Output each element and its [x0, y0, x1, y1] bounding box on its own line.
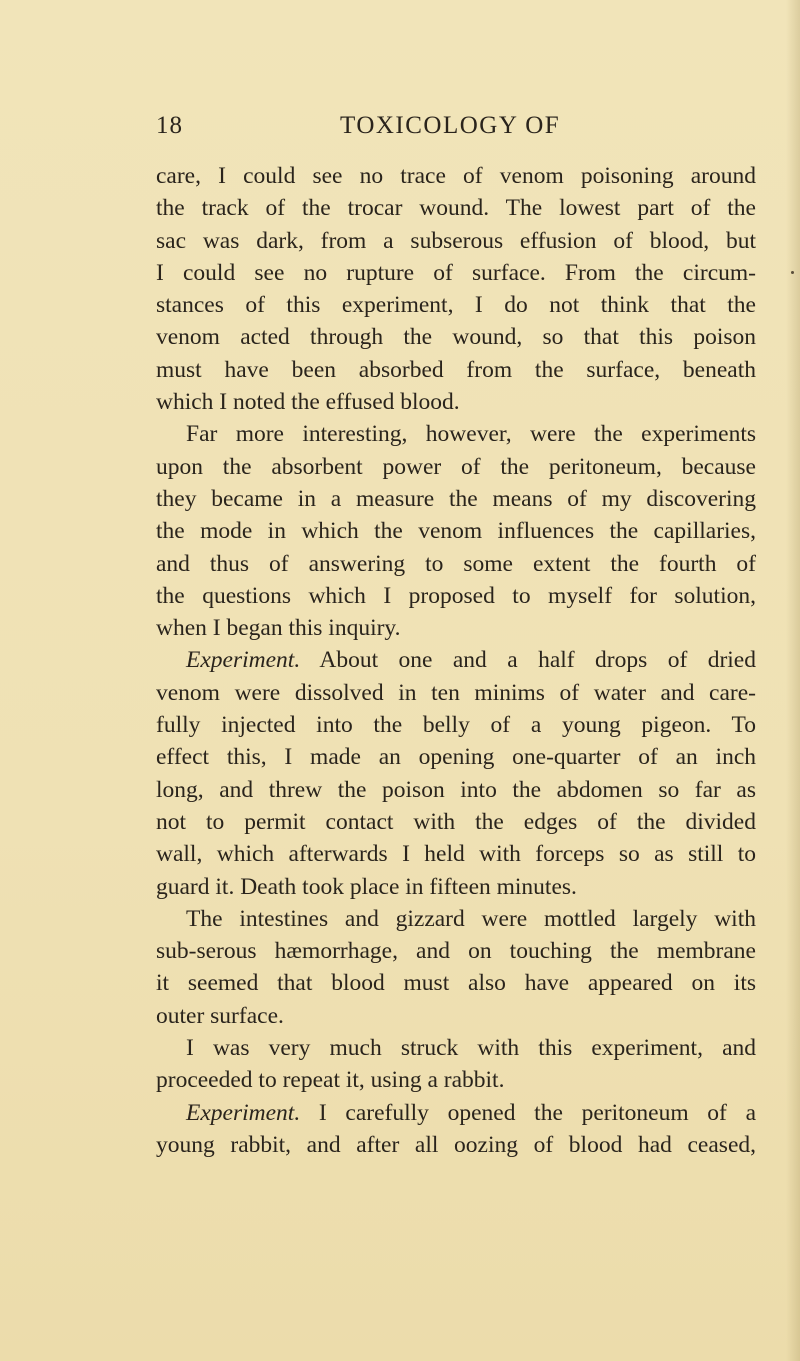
text-line: sub-serous hæmorrhage, and on touching the membrane	[156, 938, 756, 965]
text-line: fully injected into the belly of a young pigeon. To	[156, 712, 756, 739]
text-line: wall, which afterwards I held with forceps so as still to	[156, 841, 756, 868]
text-line: and thus of answering to some extent the fourth of	[156, 550, 756, 577]
text-line: outer surface.	[156, 1002, 284, 1029]
text-line: I was very much struck with this experiment, and	[186, 1035, 756, 1062]
text-line: venom acted through the wound, so that this poison	[156, 324, 756, 351]
text-line: sac was dark, from a subserous effusion of blood, but	[156, 227, 756, 254]
text-line	[156, 644, 756, 676]
text-line: I could see no rupture of surface. From the circum-	[156, 259, 756, 286]
margin-speck	[791, 271, 794, 274]
body-text	[156, 160, 756, 1161]
text-line: care, I could see no trace of venom poisoning around	[156, 163, 756, 189]
text-run: About one and a half drops of dried	[319, 647, 756, 674]
text-line: they became in a measure the means of my discovering	[156, 485, 756, 512]
text-line: the mode in which the venom influences the capillaries,	[156, 518, 756, 545]
text-line	[156, 1097, 756, 1129]
text-line: the track of the trocar wound. The lowest part of the	[156, 195, 756, 222]
text-line: proceeded to repeat it, using a rabbit.	[156, 1067, 505, 1094]
text-line: upon the absorbent power of the peritoneum, because	[156, 453, 756, 480]
text-line: must have been absorbed from the surface, beneath	[156, 356, 756, 383]
running-head	[156, 112, 756, 146]
running-title: TOXICOLOGY OF	[340, 112, 561, 139]
page-edge-shadow	[786, 0, 800, 1361]
text-line: it seemed that blood must also have appeared on its	[156, 970, 756, 997]
text-line: not to permit contact with the edges of the divided	[156, 808, 756, 835]
text-line: Far more interesting, however, were the experiments	[186, 421, 756, 448]
text-line: long, and threw the poison into the abdomen so far as	[156, 776, 756, 803]
page-number: 18	[156, 112, 183, 139]
text-line: The intestines and gizzard were mottled largely with	[186, 905, 756, 932]
text-line: which I noted the effused blood.	[156, 389, 460, 416]
experiment-heading: Experiment.	[186, 1099, 301, 1126]
text-line: stances of this experiment, I do not think that the	[156, 292, 756, 319]
text-line: the questions which I proposed to myself for solution,	[156, 582, 756, 609]
text-line: when I began this inquiry.	[156, 615, 401, 642]
text-line: young rabbit, and after all oozing of blood had ceased,	[156, 1131, 756, 1158]
text-line: guard it. Death took place in fifteen minutes.	[156, 873, 577, 900]
text-line: effect this, I made an opening one-quarter of an inch	[156, 744, 756, 771]
text-run: I carefully opened the peritoneum of a	[318, 1099, 756, 1126]
text-line: venom were dissolved in ten minims of water and care-	[156, 679, 756, 706]
experiment-heading: Experiment.	[186, 647, 301, 674]
